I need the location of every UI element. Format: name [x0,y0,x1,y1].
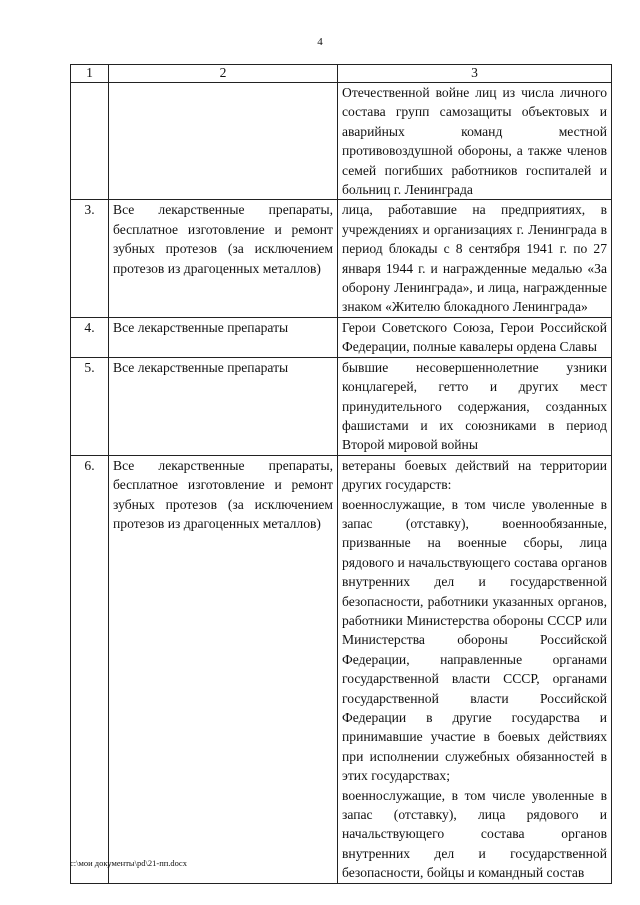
table-header-row [71,65,612,83]
category-cell [338,83,612,200]
table-row [71,357,612,455]
services-cell: Все лекарственные препараты [109,357,338,455]
category-paragraph: военнослужащие, в том числе уволенные в запас (отставку), военнообязанные, призванные на военные сборы, лица рядового и начальствующего состава органов внутренних дел и государственной безопасности, работники указанных органов, работники Министерства обороны СССР или Министерства обороны Российской Федерации, направленные органами государственной власти СССР, органами государственной власти Российской Федерации в другие государства и принимавшие участие в боевых действиях при исполнении служебных обязанностей в этих государствах; [342,496,607,784]
category-cell [338,455,612,883]
category-paragraph: Герои Советского Союза, Герои Российской Федерации, полные кавалеры ордена Славы [342,319,607,355]
services-cell [109,83,338,200]
services-cell: Все лекарственные препараты, бесплатное изготовление и ремонт зубных протезов (за исключением протезов из драгоценных металлов) [109,455,338,883]
services-cell: Все лекарственные препараты [109,317,338,357]
table-row [71,200,612,317]
page-number: 4 [317,36,323,48]
row-number [71,83,109,200]
footer-file-path: c:\мои документы\pd\21-пп.docx [70,858,187,868]
category-cell [338,317,612,357]
column-header: 1 [71,65,109,83]
services-cell: Все лекарственные препараты, бесплатное изготовление и ремонт зубных протезов (за исключением протезов из драгоценных металлов) [109,200,338,317]
row-number: 3. [71,200,109,317]
column-header: 3 [338,65,612,83]
row-number: 4. [71,317,109,357]
category-paragraph: ветераны боевых действий на территории других государств: [342,457,607,493]
category-paragraph: лица, работавшие на предприятиях, в учреждениях и организациях г. Ленинграда в период блокады с 8 сентября 1941 г. по 27 января 1944 г. и награжденные медалью «За оборону Ленинграда», и лица, награжденные знаком «Жителю блокадного Ленинграда» [342,202,607,315]
table-row [71,317,612,357]
column-header: 2 [109,65,338,83]
category-paragraph: военнослужащие, в том числе уволенные в запас (отставку), лица рядового и начальствующего состава органов внутренних дел и государственной безопасности, бойцы и командный состав [342,787,607,881]
row-number: 5. [71,357,109,455]
category-cell [338,200,612,317]
category-paragraph: бывшие несовершеннолетние узники концлагерей, гетто и других мест принудительного содержания, созданных фашистами и их союзниками в период Второй мировой войны [342,359,607,453]
category-paragraph: Отечественной войне лиц из числа личного состава групп самозащиты объектовых и аварийных команд местной противовоздушной обороны, а также членов семей погибших работников госпиталей и больниц г. Ленинграда [342,85,607,198]
row-number: 6. [71,455,109,883]
category-cell [338,357,612,455]
table-row [71,455,612,883]
table-row [71,83,612,200]
benefits-table [70,64,612,884]
